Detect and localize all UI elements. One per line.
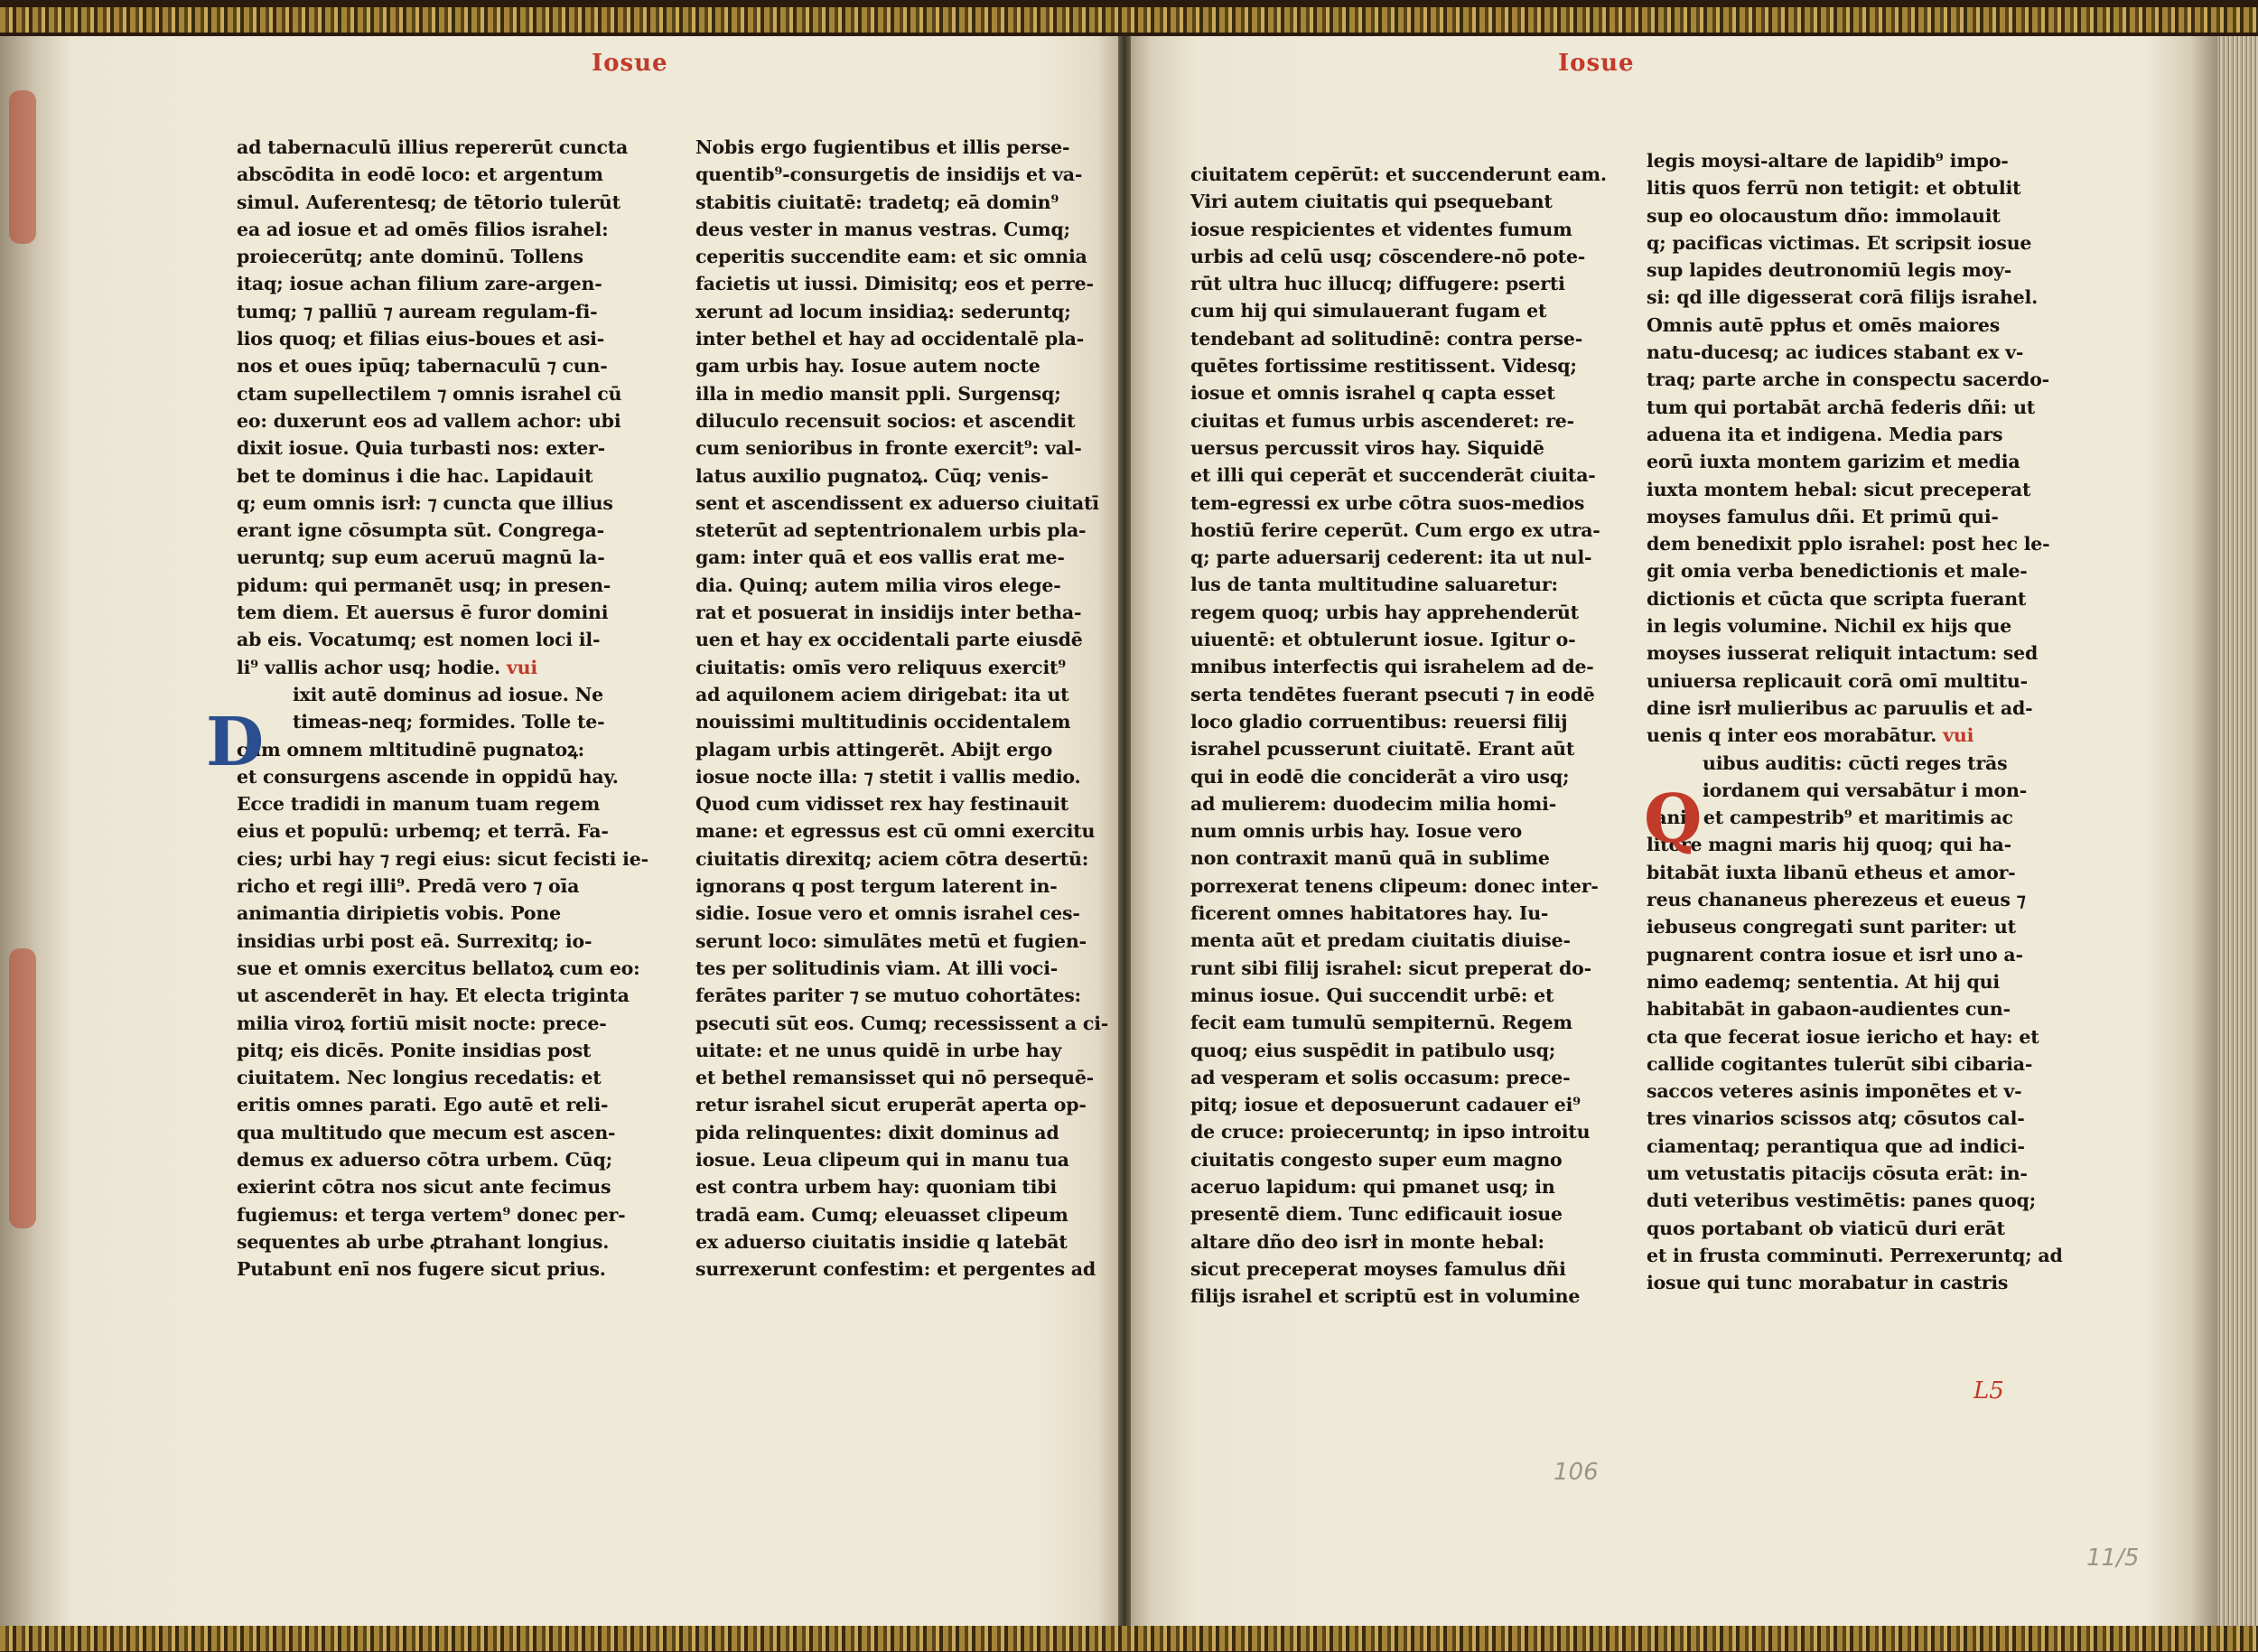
text-line: uersus percussit viros hay. Siquidē	[1190, 436, 1544, 459]
text-line: animantia diripietis vobis. Pone	[237, 902, 561, 925]
text-line: reus chananeus pherezeus et eueus ⁊	[1647, 889, 2026, 911]
text-line: ad tabernaculū illius repererūt cuncta	[237, 136, 629, 158]
text-line: tes per solitudinis viam. At illi voci-	[695, 957, 1059, 979]
text-line: cum hij qui simulauerant fugam et	[1190, 300, 1547, 322]
text-line: ficerent omnes habitatores hay. Iu-	[1190, 902, 1549, 925]
text-line: uenis q inter eos morabātur. vui	[1647, 724, 1974, 747]
text-line: exierint cōtra nos sicut ante fecimus	[237, 1176, 611, 1199]
text-line: aceruo lapidum: qui pmanet usq; in	[1190, 1175, 1555, 1198]
text-line: iosue nocte illa: ⁊ stetit i vallis medio.	[695, 765, 1081, 788]
text-line: ab eis. Vocatumq; est nomen loci il-	[237, 629, 601, 651]
text-line: diluculo recensuit socios: et ascendit	[695, 409, 1076, 432]
text-line: pugnarent contra iosue et isrł uno a-	[1647, 943, 2023, 966]
text-line: ciamentaq; perantiqua que ad indici-	[1647, 1134, 2025, 1157]
text-line: Omnis autē ppłus et omēs maiores	[1647, 313, 2001, 336]
gilt-border-bottom	[0, 1626, 2258, 1651]
text-line: deus vester in manus vestras. Cumq;	[695, 218, 1070, 240]
text-line: natu-ducesq; ac iudices stabant ex v-	[1647, 341, 2024, 364]
text-line: Viri autem ciuitatis qui psequebant	[1190, 191, 1553, 213]
text-line: eo: duxerunt eos ad vallem achor: ubi	[237, 409, 621, 432]
text-line: runt sibi filij israhel: sicut preperat do-	[1190, 957, 1591, 979]
text-line: serta tendētes fuerant psecuti ⁊ in eodē	[1190, 683, 1595, 705]
text-line: lus de tanta multitudine saluaretur:	[1190, 574, 1558, 596]
text-line: regem quoq; urbis hay apprehenderūt	[1190, 601, 1579, 623]
text-line: uniuersa replicauit corā omī multitu-	[1647, 669, 2028, 692]
text-line: uen et hay ex occidentali parte eiusdē	[695, 629, 1083, 651]
text-line: itaq; iosue achan filium zare-argen-	[237, 273, 602, 295]
text-line: porrexerat tenens clipeum: donec inter-	[1190, 874, 1599, 897]
text-line: q; parte aduersarij cederent: ita ut nul-	[1190, 546, 1592, 569]
text-line: sent et ascendissent ex aduerso ciuitatī	[695, 491, 1099, 514]
text-line: ceperitis succendite eam: et sic omnia	[695, 246, 1087, 268]
text-line: traq; parte arche in conspectu sacerdo-	[1647, 369, 2049, 391]
gilt-border-top	[0, 7, 2258, 33]
text-line: ciuitatem cepērūt: et succenderunt eam.	[1190, 163, 1607, 185]
text-line: um vetustatis pitacijs cōsuta erāt: in-	[1647, 1162, 2028, 1184]
text-line: uibus auditis: cūcti reges trās	[1703, 751, 2008, 774]
text-line: quētes fortissime restitissent. Videsq;	[1190, 355, 1577, 378]
text-line: tem diem. Et auersus ē furor domini	[237, 602, 609, 624]
text-line: retur israhel sicut eruperāt aperta op-	[695, 1094, 1087, 1116]
text-line: presentē diem. Tunc edificauit iosue	[1190, 1203, 1563, 1226]
text-line: litore magni maris hij quoq; qui ha-	[1647, 834, 2011, 856]
text-line: latus auxilio pugnatoꝝ. Cūq; venis-	[695, 464, 1049, 487]
rubric-marker: vui	[499, 656, 537, 678]
text-line: Nobis ergo fugientibus et illis perse-	[695, 136, 1070, 158]
text-line: iosue. Leua clipeum qui in manu tua	[695, 1148, 1069, 1171]
text-line: quos portabant ob viaticū duri erāt	[1647, 1217, 2005, 1239]
text-line: Ecce tradidi in manum tuam regem	[237, 793, 601, 816]
text-line: non contraxit manū quā in sublime	[1190, 847, 1550, 870]
text-line: sup eo olocaustum dño: immolauit	[1647, 204, 2001, 227]
text-line: callide cogitantes tulerūt sibi cibaria-	[1647, 1052, 2033, 1075]
text-line: Quod cum vidisset rex hay festinauit	[695, 793, 1068, 816]
text-line: ut ascenderēt in hay. Et electa triginta	[237, 985, 630, 1007]
text-line: et bethel remansisset qui nō persequē-	[695, 1067, 1094, 1089]
text-line: est contra urbem hay: quoniam tibi	[695, 1176, 1057, 1199]
text-line: fugiemus: et terga vertem⁹ donec per-	[237, 1203, 626, 1226]
text-line: si: qd ille digesserat corā filijs israhel.	[1647, 286, 2039, 309]
text-line: menta aūt et predam ciuitatis diuise-	[1190, 929, 1571, 952]
text-line: urbis ad celū usq; cōscendere-nō pote-	[1190, 245, 1586, 267]
text-line: ixit autē dominus ad iosue. Ne	[293, 683, 603, 705]
text-line: tradā eam. Cumq; eleuasset clipeum	[695, 1203, 1068, 1226]
text-line: nimo eademq; sententia. At hij qui	[1647, 970, 2000, 993]
text-line: de cruce: proieceruntq; in ipso introitu	[1190, 1121, 1591, 1143]
text-line: eritis omnes parati. Ego autē et reli-	[237, 1094, 609, 1116]
text-line: pida relinquentes: dixit dominus ad	[695, 1121, 1059, 1143]
text-line: xerunt ad locum insidiaꝝ: sederuntq;	[695, 300, 1071, 322]
running-head-right: Iosue	[1558, 50, 1635, 77]
text-line: cta que fecerat iosue iericho et hay: et	[1647, 1025, 2039, 1048]
text-line: saccos veteres asinis imponētes et v-	[1647, 1080, 2022, 1103]
text-line: plagam urbis attingerēt. Abijt ergo	[695, 738, 1053, 761]
text-line: ciuitas et fumus urbis ascenderet: re-	[1190, 409, 1574, 432]
text-line: num omnis urbis hay. Iosue vero	[1190, 820, 1523, 843]
text-line: abscōdita in eodē loco: et argentum	[237, 163, 603, 186]
pencil-folio-number: 106	[1554, 1459, 1599, 1486]
text-line: ad vesperam et solis occasum: prece-	[1190, 1066, 1571, 1088]
text-line: ferātes pariter ⁊ se mutuo cohortātes:	[695, 985, 1081, 1007]
text-line: litis quos ferrū non tetigit: et obtulit	[1647, 177, 2021, 200]
text-line: tanis et campestrib⁹ et maritimis ac	[1647, 807, 2013, 829]
text-line: iosue et omnis israhel q capta esset	[1190, 382, 1555, 405]
text-line: git omia verba benedictionis et male-	[1647, 560, 2028, 583]
text-line: ad mulierem: duodecim milia homi-	[1190, 792, 1557, 815]
text-line: dia. Quinq; autem milia viros elege-	[695, 574, 1061, 596]
text-line: bitabāt iuxta libanū etheus et amor-	[1647, 861, 2016, 883]
text-line: dem benedixit pplo israhel: post hec le-	[1647, 533, 2050, 555]
text-line: cies; urbi hay ⁊ regi eius: sicut fecisti ie-	[237, 847, 648, 870]
text-line: milia viroꝝ fortiū misit nocte: prece-	[237, 1012, 607, 1034]
signature-mark: L5	[1973, 1377, 2004, 1405]
text-line: ignorans q post tergum laterent in-	[695, 875, 1058, 898]
text-line: dixit iosue. Quia turbasti nos: exter-	[237, 437, 605, 460]
text-line: tendebant ad solitudinē: contra perse-	[1190, 327, 1583, 350]
text-line: eorū iuxta montem garizim et media	[1647, 451, 2020, 473]
text-line: iuxta montem hebal: sicut preceperat	[1647, 478, 2031, 500]
text-line: ciuitatis direxitq; aciem cōtra desertū:	[695, 847, 1089, 870]
text-line: tem-egressi ex urbe cōtra suos-medios	[1190, 491, 1585, 514]
text-line: moyses iusserat reliquit intactum: sed	[1647, 642, 2039, 665]
text-line: et consurgens ascende in oppidū hay.	[237, 765, 619, 788]
margin-decoration	[9, 948, 36, 1228]
text-line: sequentes ab urbe ꝓtrahant longius.	[237, 1230, 610, 1253]
book-gutter	[1118, 36, 1131, 1626]
text-line: cum omnem mltitudinē pugnatoꝝ:	[237, 738, 584, 761]
text-line: mnibus interfectis qui israhelem ad de-	[1190, 656, 1594, 678]
text-line: tum qui portabāt archā federis dñi: ut	[1647, 396, 2036, 418]
text-line: richo et regi illi⁹. Predā vero ⁊ oīa	[237, 875, 580, 898]
text-line: ad aquilonem aciem dirigebat: ita ut	[695, 683, 1069, 705]
text-line: et illi qui ceperāt et succenderāt ciuita-	[1190, 464, 1596, 487]
text-line: iosue qui tunc morabatur in castris	[1647, 1272, 2009, 1294]
text-line: pitq; iosue et deposuerunt cadauer ei⁹	[1190, 1094, 1581, 1116]
text-line: mane: et egressus est cū omni exercitu	[695, 820, 1096, 843]
text-line: qui in eodē die conciderāt a viro usq;	[1190, 765, 1570, 788]
text-line: q; eum omnis isrł: ⁊ cuncta que illius	[237, 491, 613, 514]
text-line: habitabāt in gabaon-audientes cun-	[1647, 998, 2011, 1021]
text-line: sue et omnis exercitus bellatoꝝ cum eo:	[237, 957, 640, 979]
text-line: nouissimi multitudinis occidentalem	[695, 711, 1071, 733]
margin-decoration	[9, 90, 36, 244]
text-line: quoq; eius suspēdit in patibulo usq;	[1190, 1039, 1556, 1061]
text-line: sidie. Iosue vero et omnis israhel ces-	[695, 902, 1080, 925]
text-line: et in frusta comminuti. Perrexeruntq; ad	[1647, 1244, 2063, 1266]
running-head-left: Iosue	[592, 50, 668, 77]
illuminated-initial-d: D	[206, 704, 265, 781]
text-line: timeas-neq; formides. Tolle te-	[293, 711, 605, 733]
text-line: gam: inter quā et eos vallis erat me-	[695, 546, 1065, 569]
text-column-1	[237, 134, 648, 1283]
text-line: ueruntq; sup eum aceruū magnū la-	[237, 546, 605, 569]
text-column-2	[695, 134, 1109, 1283]
text-line: moyses famulus dñi. Et primū qui-	[1647, 505, 1999, 527]
text-line: nos et oues ipūq; tabernaculū ⁊ cun-	[237, 355, 608, 378]
text-line: altare dño deo isrł in monte hebal:	[1190, 1230, 1544, 1253]
text-line: rat et posuerat in insidijs inter betha-	[695, 602, 1082, 624]
text-line: simul. Auferentesq; de tētorio tulerūt	[237, 191, 620, 213]
text-line: iebuseus congregati sunt pariter: ut	[1647, 916, 2016, 938]
text-column-4	[1647, 147, 2063, 1296]
text-line: sup lapides deutronomiū legis moy-	[1647, 259, 2012, 282]
text-line: ciuitatis: omīs vero reliquus exercit⁹	[695, 656, 1067, 678]
text-line: sicut preceperat moyses famulus dñi	[1190, 1257, 1566, 1280]
rubric-marker: vui	[1936, 724, 1974, 747]
text-line: Putabunt enī nos fugere sicut prius.	[237, 1258, 606, 1281]
text-line: insidias urbi post eā. Surrexitq; io-	[237, 929, 592, 952]
text-line: psecuti sūt eos. Cumq; recessissent a ci-	[695, 1012, 1109, 1034]
text-line: minus iosue. Qui succendit urbē: et	[1190, 984, 1554, 1006]
text-line: fecit eam tumulū sempiternū. Regem	[1190, 1012, 1572, 1034]
text-line: legis moysi-altare de lapidib⁹ impo-	[1647, 150, 2009, 172]
text-line: ex aduerso ciuitatis insidie q latebāt	[695, 1230, 1068, 1253]
text-line: facietis ut iussi. Dimisitq; eos et perre-	[695, 273, 1094, 295]
text-line: tres vinarios scissos atq; cōsutos cal-	[1647, 1107, 2025, 1130]
text-line: proiecerūtq; ante dominū. Tollens	[237, 246, 583, 268]
text-line: hostiū ferire ceperūt. Cum ergo ex utra-	[1190, 518, 1600, 541]
text-line: duti veteribus vestimētis: panes quoq;	[1647, 1190, 2037, 1212]
text-line: dine isrł mulieribus ac paruulis et ad-	[1647, 696, 2033, 719]
text-line: qua multitudo que mecum est ascen-	[237, 1121, 616, 1143]
text-line: ea ad iosue et ad omēs filios israhel:	[237, 218, 609, 240]
text-line: iordanem qui versabātur i mon-	[1703, 779, 2028, 801]
text-line: uitate: et ne unus quidē in urbe hay	[695, 1039, 1062, 1061]
text-line: quentib⁹-consurgetis de insidijs et va-	[695, 163, 1083, 186]
text-line: bet te dominus i die hac. Lapidauit	[237, 464, 593, 487]
text-line: in legis volumine. Nichil ex hijs que	[1647, 615, 2012, 638]
text-line: demus ex aduerso cōtra urbem. Cūq;	[237, 1148, 612, 1171]
text-line: inter bethel et hay ad occidentalē pla-	[695, 328, 1085, 350]
text-line: lios quoq; et filias eius-boues et asi-	[237, 328, 605, 350]
text-line: ctam supellectilem ⁊ omnis israhel cū	[237, 382, 622, 405]
text-line: q; pacificas victimas. Et scripsit iosue	[1647, 231, 2032, 254]
text-line: rūt ultra huc illucq; diffugere: pserti	[1190, 273, 1565, 295]
text-line: cum senioribus in fronte exercit⁹: val-	[695, 437, 1082, 460]
text-line: ciuitatem. Nec longius recedatis: et	[237, 1067, 602, 1089]
text-line: stabitis ciuitatē: tradetq; eā domin⁹	[695, 191, 1059, 213]
text-line: serunt loco: simulātes metū et fugien-	[695, 929, 1087, 952]
text-line: illa in medio mansit ppli. Surgensq;	[695, 382, 1061, 405]
text-line: tumq; ⁊ palliū ⁊ auream regulam-fi-	[237, 300, 598, 322]
text-line: pidum: qui permanēt usq; in presen-	[237, 574, 611, 596]
text-column-3	[1190, 161, 1607, 1310]
text-line: erant igne cōsumpta sūt. Congrega-	[237, 519, 604, 542]
illuminated-initial-q: Q	[1644, 780, 1703, 858]
text-line: israhel pcusserunt ciuitatē. Erant aūt	[1190, 738, 1575, 761]
text-line: dictionis et cūcta que scripta fuerant	[1647, 587, 2027, 610]
fore-edge	[2217, 36, 2258, 1626]
text-line: li⁹ vallis achor usq; hodie. vui	[237, 656, 537, 678]
text-line: aduena ita et indigena. Media pars	[1647, 423, 2003, 445]
text-line: steterūt ad septentrionalem urbis pla-	[695, 519, 1087, 542]
text-line: filijs israhel et scriptū est in volumine	[1190, 1285, 1581, 1308]
text-line: surrexerunt confestim: et pergentes ad	[695, 1258, 1096, 1281]
text-line: loco gladio corruentibus: reuersi filij	[1190, 710, 1568, 733]
pencil-note: 11/5	[2086, 1545, 2140, 1572]
text-line: pitq; eis dicēs. Ponite insidias post	[237, 1039, 592, 1061]
text-line: gam urbis hay. Iosue autem nocte	[695, 355, 1040, 378]
text-line: uiuentē: et obtulerunt iosue. Igitur o-	[1190, 629, 1576, 651]
text-line: ciuitatis congesto super eum magno	[1190, 1148, 1563, 1171]
text-line: iosue respicientes et videntes fumum	[1190, 218, 1572, 240]
text-line: eius et populū: urbemq; et terrā. Fa-	[237, 820, 609, 843]
